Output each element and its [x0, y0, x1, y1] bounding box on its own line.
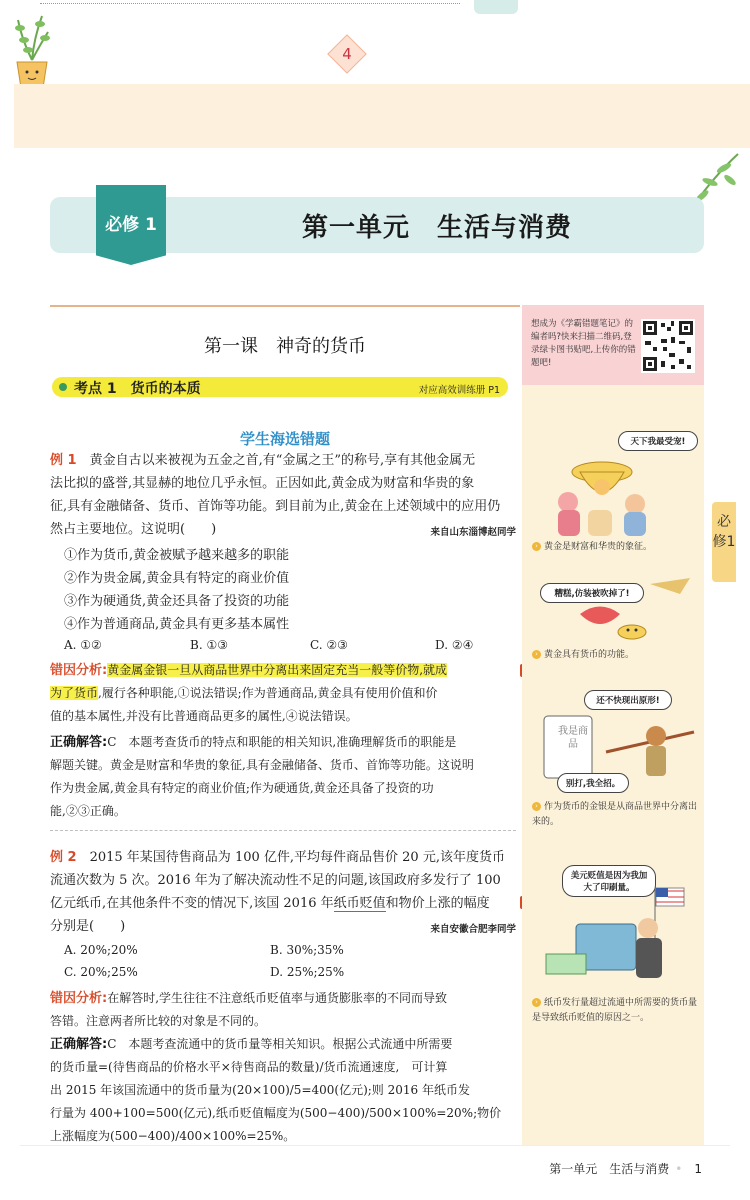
page-badge-number: 4: [342, 45, 352, 63]
banner-tag-label: 必修 1: [105, 215, 157, 235]
example1-statement: ②作为贵金属,黄金具有特定的商业价值: [64, 571, 290, 586]
answer-text: 的货币量=(待售商品的价格水平×待售商品的数量)/货币流通速度, 可计算: [50, 1060, 448, 1074]
qr-code-icon[interactable]: [641, 319, 695, 373]
example1-line: 征,具有金融储备、货币、首饰等功能。到目前为止,黄金在上述领域中的应用仍: [50, 499, 501, 514]
divider: [50, 830, 516, 831]
top-strip: [0, 0, 750, 14]
example1-error-analysis: [50, 659, 516, 728]
example2-choice-c: C. 20%;25%: [64, 965, 138, 979]
example1-choice-b: B. ①③: [190, 638, 228, 652]
example1-question: [50, 449, 516, 541]
example1-statement: ③作为硬通货,黄金还具备了投资的功能: [64, 594, 290, 609]
example2-source: 来自安徽合肥李同学: [430, 924, 516, 935]
main-top-rule: [50, 305, 520, 307]
gold-king-cartoon-icon: [540, 452, 660, 538]
error-text: 值的基本属性,并没有比普通商品更多的属性,④说法错误。: [50, 709, 358, 723]
example1-statement: ④作为普通商品,黄金具有更多基本属性: [64, 617, 290, 632]
kaodian-dot-icon: [59, 383, 67, 391]
arrow-bullet-icon: ›: [532, 650, 541, 659]
flying-gold-cartoon-icon: [560, 574, 700, 644]
arrow-bullet-icon: ›: [532, 802, 541, 811]
sidebar-note: › 黄金是财富和华贵的象征。: [532, 540, 698, 555]
header-band: [14, 84, 750, 148]
printing-money-cartoon-icon: [536, 884, 696, 994]
sidebar-note: › 作为货币的金银是从商品世界中分离出来的。: [532, 802, 698, 827]
error-text: ,履行各种职能,①说法错误;作为普通商品,黄金具有使用价值和价: [98, 686, 438, 700]
potted-plant-icon: [12, 10, 52, 90]
sidebar-note: › 黄金具有货币的功能。: [532, 648, 698, 663]
arrow-bullet-icon: ›: [532, 998, 541, 1007]
example2-line: 2015 年某国待售商品为 100 亿件,平均每件商品售价 20 元,该年度货币: [89, 850, 505, 865]
example1-statement: ①作为货币,黄金被赋予越来越多的职能: [64, 548, 290, 563]
example1-line: 法比拟的盛誉,其显赫的地位几乎永恒。正因如此,黄金成为财富和华贵的象: [50, 476, 475, 491]
error-text: 在解答时,学生往往不注意纸币贬值率与通货膨胀率的不同而导致: [107, 991, 448, 1005]
footer-unit: 第一单元 生活与消费: [549, 1162, 670, 1176]
example2-line: 亿元纸币,在其他条件不变的情况下,该国 2016 年: [50, 896, 334, 911]
top-tab: [474, 0, 518, 14]
example2-choice-d: D. 25%;25%: [270, 965, 345, 979]
error-text: 答错。注意两者所比较的对象是不同的。: [50, 1014, 267, 1028]
kaodian-ref: 对应高效训练册 P1: [418, 385, 500, 396]
answer-text: 作为贵金属,黄金具有特定的商业价值;作为硬通货,黄金还具备了投资的功: [50, 781, 434, 795]
example2-choice-a: A. 20%;20%: [64, 943, 138, 957]
example1-line: 黄金自古以来被视为五金之首,有“金属之王”的称号,享有其他金属无: [89, 453, 476, 468]
dot-leader: [40, 0, 460, 4]
example2-line: 分别是( ): [50, 919, 126, 934]
unit-title: 第一单元 生活与消费: [301, 213, 572, 243]
answer-label: 正确解答:: [50, 1037, 108, 1052]
error-label: 错因分析:: [50, 991, 108, 1006]
answer-text: 解题关键。黄金是财富和华贵的象征,具有金融储备、货币、首饰等功能。这说明: [50, 758, 474, 772]
answer-text: 出 2015 年该国流通中的货币量为(20×100)/5=400(亿元);则 2016 年纸币发: [50, 1083, 470, 1097]
example1-choice-c: C. ②③: [310, 638, 348, 652]
section-title: 学生海选错题: [239, 430, 330, 448]
example1-line: 然占主要地位。这说明( ): [50, 522, 217, 537]
example1-source: 来自山东淄博赵同学: [430, 527, 516, 538]
example1-answer: [50, 731, 516, 823]
footer-rule: [20, 1145, 730, 1146]
lesson-title: 第一课 神奇的货币: [204, 336, 366, 357]
answer-text: 能,②③正确。: [50, 804, 126, 818]
example2-line: 流通次数为 5 次。2016 年为了解决流动性不足的问题,该国政府多发行了 100: [50, 873, 501, 888]
speech-bubble: 天下我最受宠!: [618, 431, 698, 451]
example2-line: 和物价上涨的幅度: [385, 896, 490, 911]
speech-bubble: 别打,我全招。: [557, 773, 629, 793]
speech-bubble: 糟糕,仿装被吹掉了!: [540, 583, 644, 603]
example2-choice-b: B. 30%;35%: [270, 943, 344, 957]
example1-label: 例 1: [50, 453, 77, 468]
footer-page-number: 1: [694, 1162, 702, 1176]
sign-text: 我是商品: [558, 726, 588, 750]
example1-choice-a: A. ①②: [64, 638, 102, 652]
answer-text: 上涨幅度为(500−400)/400×100%=25%。: [50, 1129, 296, 1143]
error-label: 错因分析:: [50, 663, 108, 678]
answer-label: 正确解答:: [50, 735, 108, 750]
example2-label: 例 2: [50, 850, 77, 865]
example1-choice-d: D. ②④: [435, 638, 474, 652]
arrow-bullet-icon: ›: [532, 542, 541, 551]
speech-bubble: 还不快现出原形!: [584, 690, 672, 710]
sidebar-promo-text: 想成为《学霸错题笔记》的编者吗?快来扫描二维码,登录绿卡图书贴吧,上传你的错题吧!: [531, 319, 636, 368]
example2-error-analysis: [50, 987, 516, 1033]
example2-answer: [50, 1033, 516, 1148]
answer-text: C 本题考查货币的特点和职能的相关知识,准确理解货币的职能是: [107, 735, 457, 749]
highlighted-text: 黄金属金银一旦从商品世界中分离出来固定充当一般等价物,就成: [107, 663, 448, 677]
answer-text: C 本题考查流通中的货币量等相关知识。根据公式流通中所需要: [107, 1037, 453, 1051]
highlighted-text: 为了货币: [50, 686, 99, 700]
sidebar-note: › 纸币发行量超过流通中所需要的货币量是导致纸币贬值的原因之一。: [532, 998, 698, 1023]
kaodian-label: 考点 1 货币的本质: [74, 381, 201, 397]
underlined-text: 纸币贬值: [333, 896, 386, 911]
page-footer: 第一单元 生活与消费 • 1: [549, 1162, 702, 1176]
side-tab-label: 必修1: [712, 514, 736, 550]
answer-text: 行量为 400+100=500(亿元),纸币贬值幅度为(500−400)/500×100%=20%;物价: [50, 1106, 502, 1120]
example2-question: [50, 846, 516, 938]
speech-bubble: 美元贬值是因为我加大了印刷量。: [562, 865, 656, 897]
